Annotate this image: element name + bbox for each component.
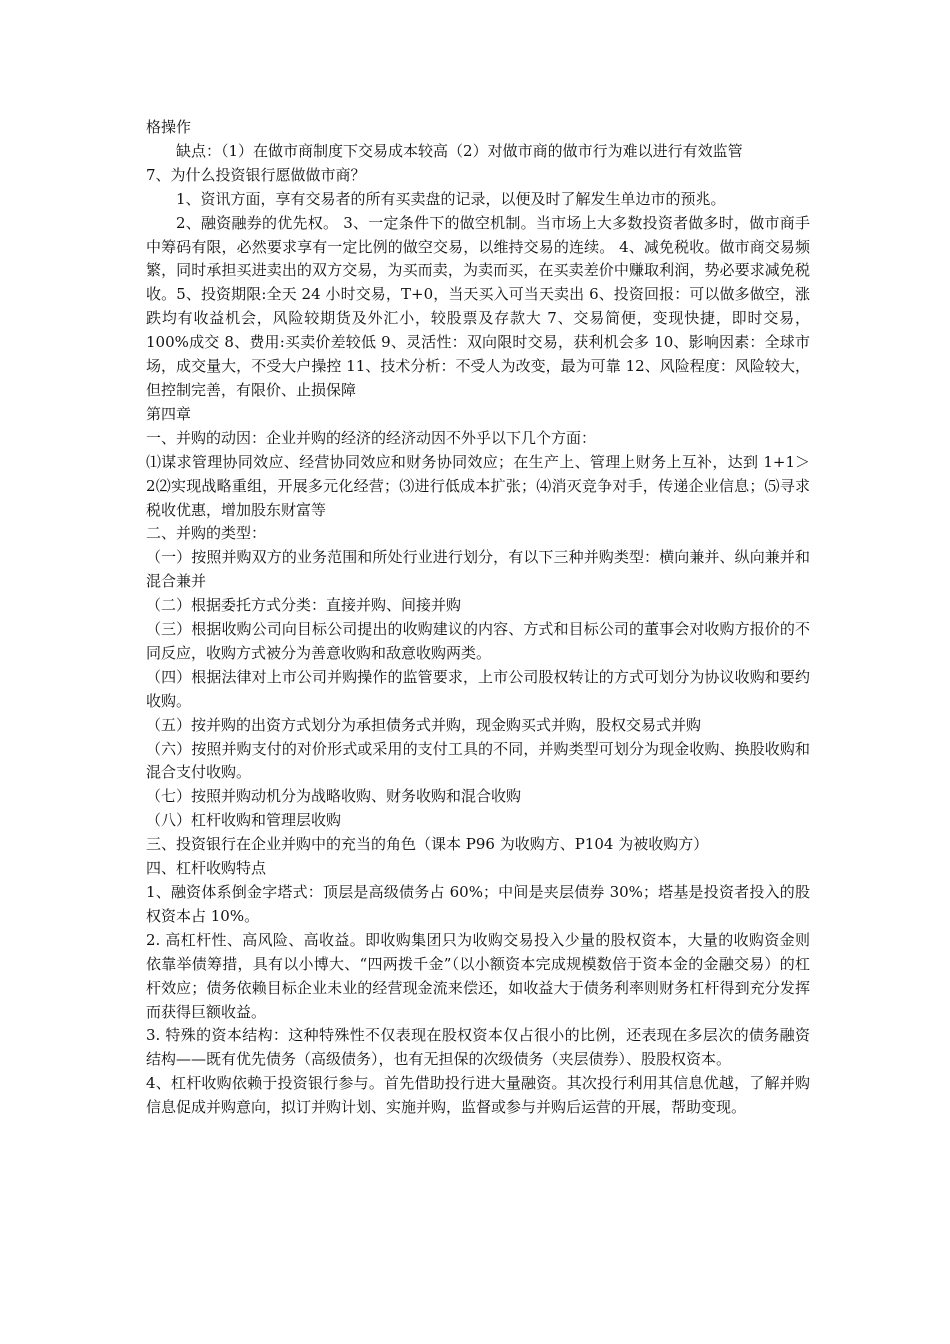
paragraph: （五）按并购的出资方式划分为承担债务式并购，现金购买式并购，股权交易式并购 [146,715,702,734]
paragraph: 1、资讯方面，享有交易者的所有买卖盘的记录，以便及时了解发生单边市的预兆。 [176,189,726,208]
paragraph: 格操作 [146,118,192,136]
paragraph: （八）杠杆收购和管理层收购 [146,811,342,830]
paragraph: 2、融资融券的优先权。 3、一定条件下的做空机制。当市场上大多数投资者做多时，做市商手中筹码有限，必然要求享有一定比例的做空交易，以维持交易的连续。 4、减免税收。做市商交易频繁，同时承担买进卖出的双方交易，为买而卖，为卖而买，在买卖差价中赚取利润，势必要求减免税收。5、投资期限:全天 24 小时交易，T+0，当天买入可当天卖出 6、投资回报：可以做多做空，涨跌均有收益机会，风险较期货及外汇小，较股票及存款大 7、交易简便，变现快捷，即时交易，100%成交 8、费用:买卖价差较低 9、灵活性：双向限时交易，获利机会多 10、影响因素：全球市场，成交量大，不受大户操控 11、技术分析：不受人为改变，最为可靠 12、风险程度：风险较大，但控制完善，有限价、止损保障 [146,213,810,399]
paragraph: 3. 特殊的资本结构：这种特殊性不仅表现在股权资本仅占很小的比例，还表现在多层次的债务融资结构——既有优先债务（高级债务），也有无担保的次级债务（夹层债券）、股股权资本。 [146,1026,810,1069]
paragraph: （六）按照并购支付的对价形式或采用的支付工具的不同，并购类型可划分为现金收购、换股收购和混合支付收购。 [146,739,810,782]
paragraph: 四、杠杆收购特点 [146,859,267,878]
paragraph: （四）根据法律对上市公司并购操作的监管要求，上市公司股权转让的方式可划分为协议收购和要约收购。 [146,667,810,710]
paragraph: 一、并购的动因：企业并购的经济的经济动因不外乎以下几个方面： [146,428,597,447]
paragraph: 第四章 [146,404,192,423]
paragraph: （三）根据收购公司向目标公司提出的收购建议的内容、方式和目标公司的董事会对收购方报价的不同反应，收购方式被分为善意收购和敌意收购两类。 [146,620,810,662]
paragraph: 7、为什么投资银行愿做做市商？ [146,165,366,184]
document-body [146,116,810,1120]
paragraph: 2. 高杠杆性、高风险、高收益。即收购集团只为收购交易投入少量的股权资本，大量的收购资金则依靠举债筹措，具有以小博大、“四两拨千金”（以小额资本完成规模数倍于资本金的金融交易）的杠杆效应；债务依赖目标企业未业的经营现金流来偿还，如收益大于债务利率则财务杠杆得到充分发挥而获得巨额收益。 [146,930,810,1021]
paragraph: 二、并购的类型： [146,524,267,543]
paragraph: （二）根据委托方式分类：直接并购、间接并购 [146,596,462,615]
paragraph: 1、融资体系倒金字塔式：顶层是高级债务占 60%；中间是夹层债券 30%；塔基是投资者投入的股权资本占 10%。 [146,883,810,925]
paragraph: 缺点：（1）在做市商制度下交易成本较高（2）对做市商的做市行为难以进行有效监管 [176,141,743,160]
paragraph: 三、投资银行在企业并购中的充当的角色（课本 P96 为收购方、P104 为被收购方） [146,835,709,854]
paragraph: （一）按照并购双方的业务范围和所处行业进行划分，有以下三种并购类型：横向兼并、纵向兼并和混合兼并 [146,548,810,591]
paragraph: 4、杠杆收购依赖于投资银行参与。首先借助投行进大量融资。其次投行利用其信息优越，了解并购信息促成并购意向，拟订并购计划、实施并购，监督或参与并购后运营的开展，帮助变现。 [146,1074,810,1117]
paragraph: （七）按照并购动机分为战略收购、财务收购和混合收购 [146,787,522,806]
paragraph: ⑴谋求管理协同效应、经营协同效应和财务协同效应；在生产上、管理上财务上互补，达到 1+1＞2⑵实现战略重组，开展多元化经营；⑶进行低成本扩张；⑷消灭竞争对手，传递企业信息；⑸寻求税收优惠，增加股东财富等 [146,452,810,519]
